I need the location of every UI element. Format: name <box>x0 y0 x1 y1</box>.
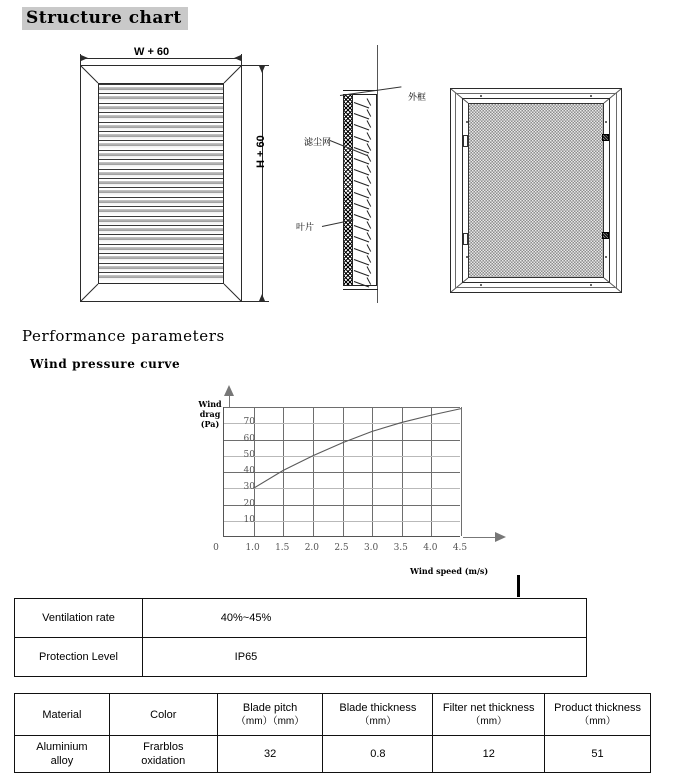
properties-table-value-cell <box>433 736 545 773</box>
section-blade-profile <box>354 164 375 175</box>
width-arrow-left <box>81 55 88 61</box>
value-line-1: 12 <box>482 748 495 760</box>
front-view-blade <box>99 131 223 140</box>
chart-x-tick-label: 2.5 <box>334 543 349 553</box>
chart-y-tick-label: 40 <box>243 466 255 476</box>
height-ext-top <box>242 65 262 66</box>
section-view-drawing <box>330 40 460 315</box>
value-line-2: oxidation <box>141 755 186 767</box>
rear-view-dot-left-upper <box>466 121 468 123</box>
section-outer-frame-line <box>377 45 378 303</box>
chart-y-tick-label: 50 <box>243 449 255 460</box>
value-line-1: Frarblos <box>143 741 184 753</box>
spec-table-value-cell <box>143 638 587 677</box>
chart-x-tick-label: 3.0 <box>363 543 379 553</box>
height-dimension-label: H + 60 <box>255 135 267 168</box>
rear-view-dot-left-lower <box>466 256 468 258</box>
chart-x-tick-label: 2.0 <box>304 543 320 553</box>
rear-view-dot-bottom-right <box>590 284 592 286</box>
spec-table-value-text: IP65 <box>234 651 258 663</box>
front-view-blade <box>99 122 223 131</box>
front-view-blade <box>99 206 223 215</box>
front-view-blade <box>99 244 223 253</box>
rear-view-screw-top-right <box>602 134 609 141</box>
front-view-blades <box>99 84 223 283</box>
chart-gridline-vertical <box>461 407 462 536</box>
chart-y-tick-label: 60 <box>243 433 255 444</box>
properties-table-header-cell <box>433 694 545 736</box>
section-blade-profile <box>354 209 375 220</box>
header-unit-line: （mm）（mm） <box>235 715 305 727</box>
front-view-blade <box>99 234 223 243</box>
properties-table-header-row <box>15 694 651 736</box>
height-dimension-line <box>262 65 263 302</box>
performance-parameters-title: Performance parameters <box>22 327 225 345</box>
front-view-blade <box>99 187 223 196</box>
front-view-blade <box>99 112 223 121</box>
value-line-1: Aluminium <box>36 741 88 753</box>
rear-view-screw-bottom-right <box>602 232 609 239</box>
y-axis-label-line-2: drag <box>199 409 221 419</box>
properties-table-header-cell <box>15 694 110 736</box>
chart-x-axis-label: Wind speed (m/s) <box>410 566 489 576</box>
width-arrow-right <box>234 55 241 61</box>
section-filter-mesh <box>343 94 353 286</box>
front-view-blade <box>99 253 223 262</box>
value-line-1: 32 <box>263 748 277 760</box>
front-view-drawing <box>80 65 242 302</box>
properties-table-value-cell <box>323 736 433 773</box>
value-line-2: alloy <box>50 755 74 767</box>
properties-table-header-cell <box>545 694 651 736</box>
wind-pressure-curve-title: Wind pressure curve <box>30 357 181 371</box>
properties-table-value-cell <box>109 736 217 773</box>
section-blade-profile <box>354 97 375 108</box>
properties-table-value-cell <box>545 736 651 773</box>
properties-table-value-cell <box>15 736 110 773</box>
spec-table-key-cell: Ventilation rate <box>15 599 143 638</box>
header-unit-line: （mm） <box>359 715 397 727</box>
front-view-blade <box>99 103 223 112</box>
section-blade-profile <box>354 131 375 142</box>
front-view-blade <box>99 263 223 272</box>
section-blade-profile <box>354 243 375 254</box>
front-view-blade <box>99 140 223 149</box>
properties-table-value-row <box>15 736 651 773</box>
front-view-louver-area <box>98 83 224 284</box>
section-blade-profile <box>354 276 375 287</box>
properties-table-value-cell <box>217 736 323 773</box>
rear-view-dot-right-upper <box>605 121 607 123</box>
x-axis-arrow-head <box>495 532 506 542</box>
front-view-blade <box>99 178 223 187</box>
chart-x-tick-label: 4.5 <box>452 543 468 553</box>
filter-net-callout-label: 滤尘网 <box>304 138 332 148</box>
front-view-blade <box>99 216 223 225</box>
section-blade-profile <box>354 108 375 119</box>
width-dimension-label: W + 60 <box>134 46 170 58</box>
section-blade-profile <box>354 119 375 130</box>
y-axis-label-line-1: Wind <box>198 399 222 409</box>
rear-view-dot-bottom-left <box>480 284 482 286</box>
spec-table-row <box>15 638 587 677</box>
header-line-1: Blade pitch <box>242 701 298 714</box>
chart-x-tick-label: 1.0 <box>245 543 260 553</box>
chart-curve <box>224 407 461 537</box>
chart-y-tick-label: 20 <box>243 498 255 509</box>
properties-table-header-cell <box>323 694 433 736</box>
spec-table-value-cell <box>143 599 587 638</box>
header-line-1: Filter net thickness <box>442 701 535 714</box>
rear-view-dot-right-lower <box>605 256 607 258</box>
section-blade-profile <box>354 198 375 209</box>
rear-view-drawing <box>450 88 622 293</box>
chart-x-tick-label: 4.0 <box>423 543 438 553</box>
chart-x-tick-label: 0 <box>213 543 219 553</box>
height-ext-bottom <box>242 301 262 302</box>
spec-table-row <box>15 599 587 638</box>
height-arrow-bottom <box>259 294 265 301</box>
front-view-blade <box>99 225 223 234</box>
rear-view-dot-top-left <box>480 95 482 97</box>
properties-table <box>14 693 651 773</box>
header-line-1: Product thickness <box>554 701 641 714</box>
y-axis-arrow-head <box>224 385 234 396</box>
header-unit-line: （mm） <box>579 715 616 727</box>
front-view-blade <box>99 272 223 281</box>
properties-table-header-cell <box>109 694 217 736</box>
section-blade-profile <box>354 175 375 186</box>
rear-view-dot-top-right <box>590 95 592 97</box>
page-tick-mark <box>517 575 520 597</box>
section-blade-stack <box>353 94 377 286</box>
chart-y-tick-label: 10 <box>243 514 255 525</box>
front-view-blade <box>99 197 223 206</box>
value-line-1: 51 <box>591 748 604 760</box>
section-blade-profile <box>354 187 375 198</box>
spec-table-key-cell: Protection Level <box>15 638 143 677</box>
blade-callout-label: 叶片 <box>296 223 315 233</box>
chart-x-tick-label: 1.5 <box>275 543 290 553</box>
rear-view-clip-bottom-left <box>463 233 468 245</box>
properties-table-header-cell <box>217 694 323 736</box>
value-line-1: 0.8 <box>370 748 386 760</box>
front-view-blade <box>99 84 223 93</box>
structure-drawings <box>0 40 696 315</box>
front-view-blade <box>99 159 223 168</box>
header-unit-line: （mm） <box>470 715 508 727</box>
wind-pressure-chart <box>195 385 525 585</box>
rear-view-filter-mesh <box>468 103 604 278</box>
header-line-1: Blade thickness <box>339 701 417 714</box>
front-view-blade <box>99 169 223 178</box>
y-axis-label-line-3: (Pa) <box>200 419 220 429</box>
rear-view-clip-top-left <box>463 135 468 147</box>
header-line-1: Material <box>42 708 82 721</box>
section-blade-profile <box>354 231 375 242</box>
spec-table-value-text: 40%~45% <box>220 612 272 624</box>
header-line-1: Color <box>150 708 177 721</box>
section-blade-profile <box>354 254 375 265</box>
chart-y-tick-label: 30 <box>243 482 255 493</box>
front-view-blade <box>99 93 223 102</box>
chart-plot-area <box>223 407 460 537</box>
front-view-blade <box>99 150 223 159</box>
chart-x-tick-label: 3.5 <box>393 543 408 553</box>
spec-table <box>14 598 587 677</box>
height-arrow-top <box>259 66 265 73</box>
section-bottom-cap <box>343 289 378 290</box>
outer-frame-callout-label: 外框 <box>408 93 427 103</box>
section-blade-profile <box>354 220 375 231</box>
width-dimension-line <box>80 58 242 59</box>
structure-chart-title: Structure chart <box>22 7 188 30</box>
chart-y-tick-label: 70 <box>243 417 255 428</box>
section-blade-profile <box>354 265 375 276</box>
